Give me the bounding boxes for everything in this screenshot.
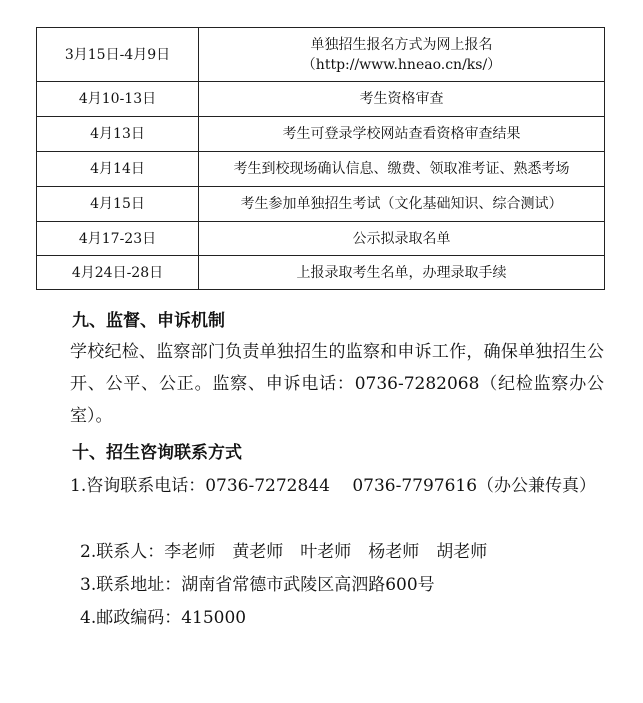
section-9-paragraph bbox=[36, 336, 604, 432]
contact-address: 3.联系地址：湖南省常德市武陵区高泗路600号 bbox=[80, 575, 435, 595]
table-row bbox=[37, 256, 605, 290]
schedule-date: 4月13日 bbox=[37, 117, 199, 152]
table-row bbox=[37, 28, 605, 82]
schedule-date: 4月17-23日 bbox=[37, 222, 199, 256]
table-row bbox=[37, 222, 605, 256]
schedule-date: 3月15日-4月9日 bbox=[37, 28, 199, 82]
contact-phone-text: 1.咨询联系电话：0736-7272844 0736-7797616（办公兼传真） bbox=[70, 476, 597, 496]
postal-code: 4.邮政编码：415000 bbox=[80, 608, 247, 628]
schedule-event bbox=[199, 28, 605, 82]
schedule-event: 考生到校现场确认信息、缴费、领取准考证、熟悉考场 bbox=[199, 152, 605, 187]
section-9-heading: 九、监督、申诉机制 bbox=[72, 311, 225, 331]
schedule-date: 4月24日-28日 bbox=[37, 256, 199, 290]
schedule-event: 上报录取考生名单，办理录取手续 bbox=[199, 256, 605, 290]
registration-url: （http://www.hneao.cn/ks/） bbox=[301, 56, 502, 73]
supervision-text: 学校纪检、监察部门负责单独招生的监察和申诉工作，确保单独招生公开、公平、公正。监察、申诉电话：0736-7282068（纪检监察办公室）。 bbox=[70, 342, 604, 426]
admission-schedule-table bbox=[36, 27, 605, 290]
schedule-event: 考生资格审查 bbox=[199, 82, 605, 117]
table-row bbox=[37, 152, 605, 187]
schedule-event-text: 单独招生报名方式为网上报名 bbox=[310, 36, 493, 53]
schedule-date: 4月14日 bbox=[37, 152, 199, 187]
schedule-event: 公示拟录取名单 bbox=[199, 222, 605, 256]
table-row bbox=[37, 187, 605, 222]
section-10-heading: 十、招生咨询联系方式 bbox=[72, 443, 242, 463]
schedule-date: 4月10-13日 bbox=[37, 82, 199, 117]
schedule-date: 4月15日 bbox=[37, 187, 199, 222]
table-row bbox=[37, 82, 605, 117]
table-row bbox=[37, 117, 605, 152]
contact-persons: 2.联系人：李老师 黄老师 叶老师 杨老师 胡老师 bbox=[80, 542, 488, 562]
contact-phone bbox=[36, 470, 604, 502]
schedule-event: 考生参加单独招生考试（文化基础知识、综合测试） bbox=[199, 187, 605, 222]
schedule-event: 考生可登录学校网站查看资格审查结果 bbox=[199, 117, 605, 152]
